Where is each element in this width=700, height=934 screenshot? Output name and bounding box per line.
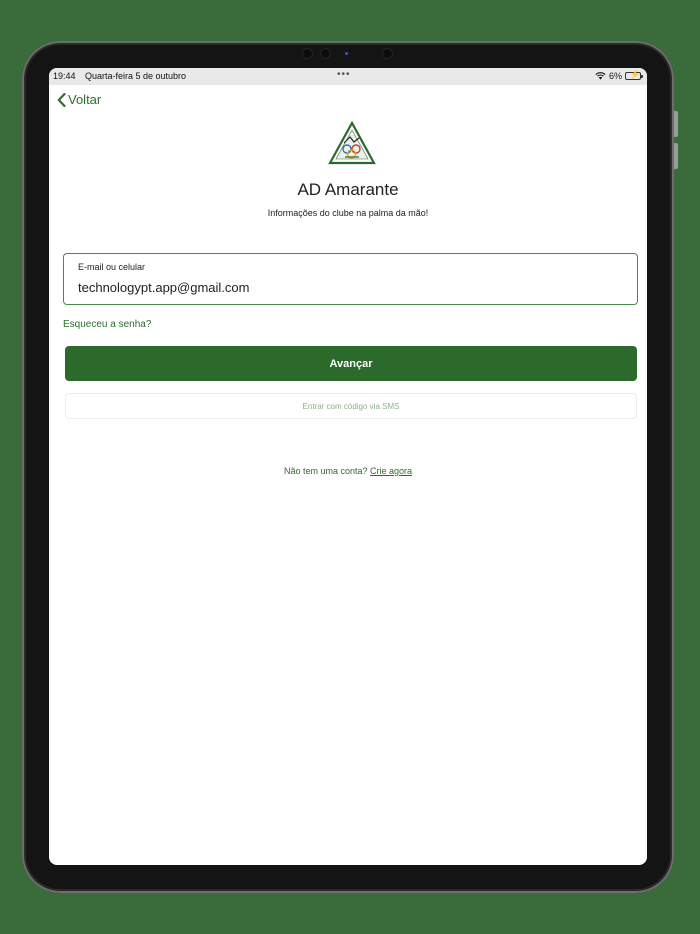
battery-charging-icon: ⚡ — [625, 72, 641, 80]
volume-down-button — [674, 143, 678, 169]
wifi-icon — [595, 72, 606, 80]
volume-up-button — [674, 111, 678, 137]
signup-prompt — [49, 466, 647, 476]
tablet-frame — [22, 41, 674, 893]
multitasking-dots-icon[interactable]: ••• — [337, 69, 351, 80]
email-field-value[interactable]: technologypt.app@gmail.com — [78, 280, 250, 295]
back-label: Voltar — [68, 92, 102, 107]
signup-link[interactable]: Crie agora — [370, 466, 413, 476]
battery-percent: 6% — [608, 71, 622, 81]
email-field-label: E-mail ou celular — [78, 262, 146, 272]
page-title: AD Amarante — [297, 180, 399, 199]
status-date: Quarta-feira 5 de outubro — [85, 71, 187, 81]
back-button[interactable] — [57, 92, 101, 107]
club-crest-icon — [328, 121, 376, 165]
indicator-light-icon — [345, 52, 348, 55]
signup-text: Não tem uma conta? — [283, 466, 368, 476]
status-bar — [49, 68, 647, 85]
app-screen — [49, 68, 647, 865]
sensor-icon — [302, 48, 313, 59]
chevron-left-icon — [57, 93, 66, 107]
sensor-icon — [320, 48, 331, 59]
sms-login-button[interactable]: Entrar com código via SMS — [65, 393, 637, 419]
next-button[interactable]: Avançar — [65, 346, 637, 381]
forgot-password-link[interactable]: Esqueceu a senha? — [63, 319, 152, 330]
status-right — [595, 71, 641, 81]
front-camera-icon — [382, 48, 393, 59]
page-subtitle: Informações do clube na palma da mão! — [267, 208, 429, 218]
status-time: 19:44 — [53, 71, 76, 81]
email-field[interactable] — [63, 253, 638, 305]
